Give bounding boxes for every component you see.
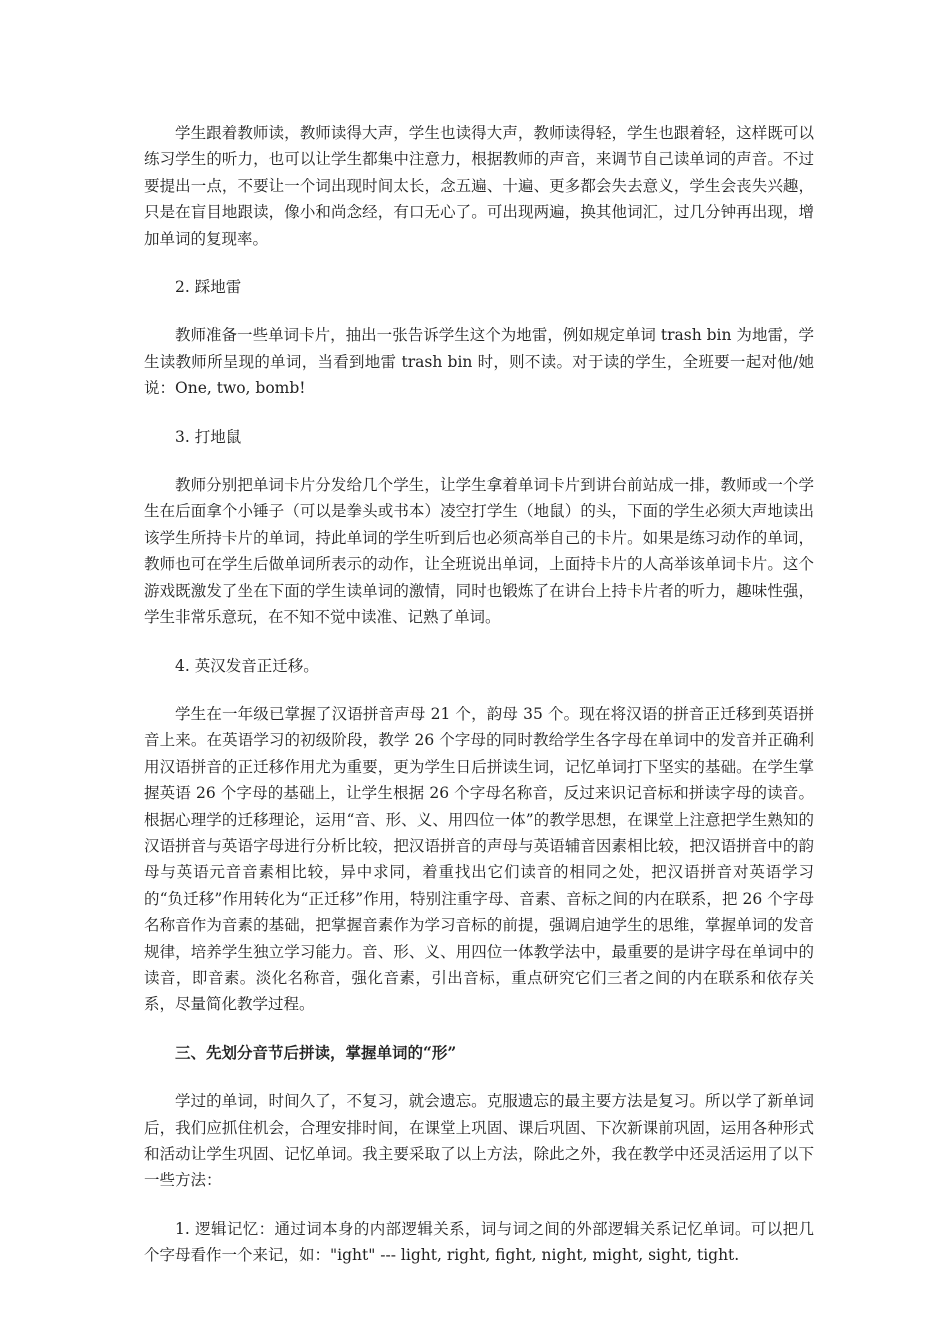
- paragraph-review: 学过的单词，时间久了，不复习，就会遗忘。克服遗忘的最主要方法是复习。所以学了新单词后，我们应抓住机会，合理安排时间，在课堂上巩固、课后巩固、下次新课前巩固，运用各种形式和活动让学生巩固、记忆单词。我主要采取了以上方法，除此之外，我在教学中还灵活运用了以下一些方法：: [144, 1092, 814, 1190]
- paragraph-follow-reading: 学生跟着教师读，教师读得大声，学生也读得大声，教师读得轻，学生也跟着轻，这样既可以练习学生的听力，也可以让学生都集中注意力，根据教师的声音，来调节自己读单词的声音。不过要提出一点，不要让一个词出现时间太长，念五遍、十遍、更多都会失去意义，学生会丧失兴趣，只是在盲目地跟读，像小和尚念经，有口无心了。可出现两遍，换其他词汇，过几分钟再出现，增加单词的复现率。: [144, 124, 814, 248]
- heading-whack-a-mole: 3. 打地鼠: [175, 427, 242, 446]
- paragraph-step-on-mine: 教师准备一些单词卡片，抽出一张告诉学生这个为地雷，例如规定单词 trash bin 为地雷，学生读教师所呈现的单词，当看到地雷 trash bin 时，则不读。对于读的学生，全班要一起对他/她说：One, two, bomb!: [144, 326, 814, 398]
- document-page: [144, 120, 814, 1269]
- paragraph-pinyin-transfer: 学生在一年级已掌握了汉语拼音声母 21 个，韵母 35 个。现在将汉语的拼音正迁移到英语拼音上来。在英语学习的初级阶段，教学 26 个字母的同时教给学生各字母在单词中的发音并正确利用汉语拼音的正迁移作用尤为重要，更为学生日后拼读生词，记忆单词打下坚实的基础。在学生掌握英语 26 个字母的基础上，让学生根据 26 个字母名称音，反过来识记音标和拼读字母的读音。根据心理学的迁移理论，运用“音、形、义、用四位一体”的教学思想，在课堂上注意把学生熟知的汉语拼音与英语字母进行分析比较，把汉语拼音的声母与英语辅音因素相比较，把汉语拼音中的韵母与英语元音音素相比较，异中求同，着重找出它们读音的相同之处，把汉语拼音对英语学习的“负迁移”作用转化为“正迁移”作用，特别注重字母、音素、音标之间的内在联系，把 26 个字母名称音作为音素的基础，把掌握音素作为学习音标的前提，强调启迪学生的思维，掌握单词的发音规律，培养学生独立学习能力。音、形、义、用四位一体教学法中，最重要的是讲字母在单词中的读音，即音素。淡化名称音，强化音素，引出音标，重点研究它们三者之间的内在联系和依存关系，尽量简化教学过程。: [144, 704, 814, 1014]
- section-heading-syllables: 三、先划分音节后拼读，掌握单词的“形”: [175, 1042, 457, 1062]
- heading-step-on-mine: 2. 踩地雷: [175, 278, 242, 297]
- heading-pinyin-transfer: 4. 英汉发音正迁移。: [175, 656, 319, 675]
- paragraph-whack-a-mole: 教师分别把单词卡片分发给几个学生，让学生拿着单词卡片到讲台前站成一排，教师或一个学生在后面拿个小锤子（可以是拳头或书本）凌空打学生（地鼠）的头，下面的学生必须大声地读出该学生所持卡片的单词，持此单词的学生听到后也必须高举自己的卡片。如果是练习动作的单词，教师也可在学生后做单词所表示的动作，让全班说出单词，上面持卡片的人高举该单词卡片。这个游戏既激发了坐在下面的学生读单词的激情，同时也锻炼了在讲台上持卡片者的听力，趣味性强，学生非常乐意玩，在不知不觉中读准、记熟了单词。: [144, 476, 814, 627]
- paragraph-logic-memory: 1. 逻辑记忆：通过词本身的内部逻辑关系，词与词之间的外部逻辑关系记忆单词。可以把几个字母看作一个来记，如："ight" --- light, right, fight, night, might, sight, tight.: [144, 1219, 814, 1265]
